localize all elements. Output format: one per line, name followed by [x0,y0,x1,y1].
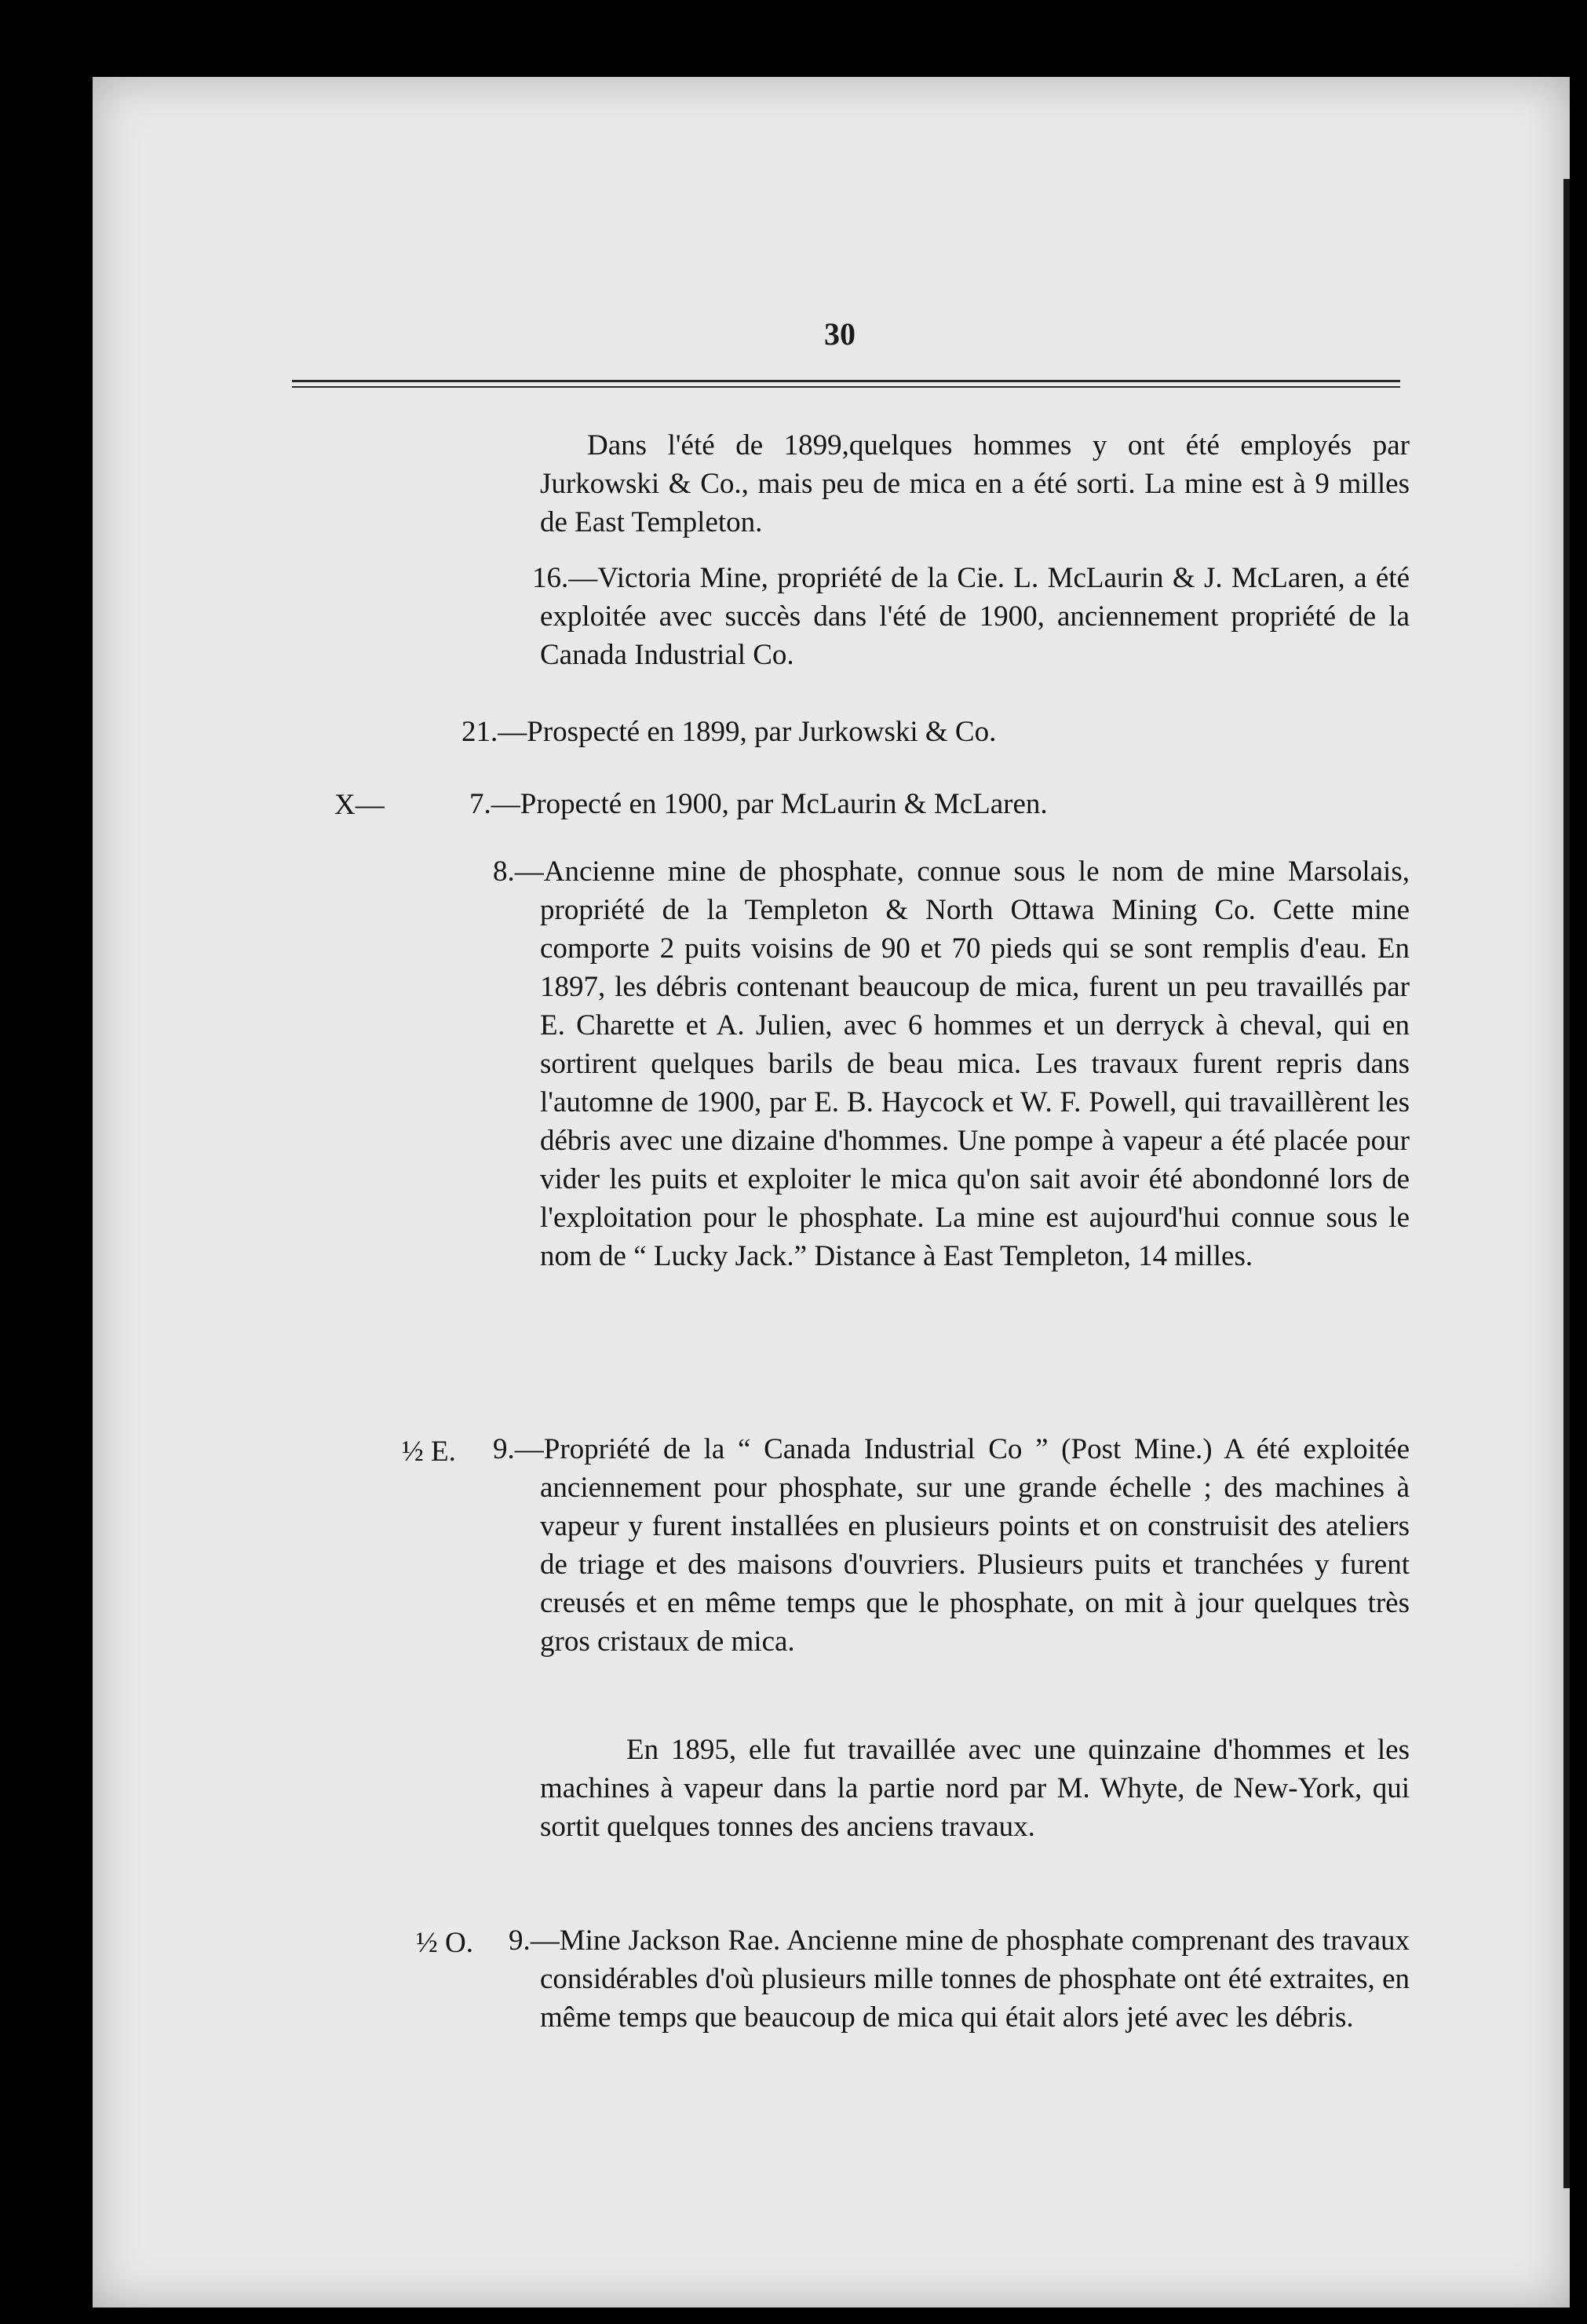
paragraph-intro: Dans l'été de 1899,quelques hommes y ont été employés par Jurkowski & Co., mais peu de mica en a été sorti. La mine est à 9 milles de East Templeton. [540,429,1410,538]
paragraph-9-continuation: En 1895, elle fut travaillée avec une quinzaine d'hommes et les machines à vapeur dans la partie nord par M. Whyte, de New-York, qui sortit quelques tonnes des anciens travaux. [540,1734,1410,1843]
page-edge-shadow [1563,179,1570,2188]
paragraph-21: 21.—Prospecté en 1899, par Jurkowski & Co. [462,716,997,748]
paragraph-9-post-mine: 9.—Propriété de la “ Canada Industrial Co ” (Post Mine.) A été exploitée anciennement pour phosphate, sur une grande échelle ; des machines à vapeur y furent installées en plusieurs points et on construisit des ateliers de triage et des maisons d'ouvriers. Plusieurs puits et tranchées y furent creusés et en même temps que le phosphate, on mit à jour quelques très gros cristaux de mica. [493,1433,1410,1658]
paragraph-9-jackson-rae: 9.—Mine Jackson Rae. Ancienne mine de phosphate comprenant des travaux considérables d'où plusieurs mille tonnes de phosphate ont été extraites, en même temps que beaucoup de mica qui était alors jeté avec les débris. [509,1925,1410,2034]
paragraph-16: 16.—Victoria Mine, propriété de la Cie. L. McLaurin & J. McLaren, a été exploitée avec succès dans l'été de 1900, anciennement propriété de la Canada Industrial Co. [532,562,1410,671]
paragraph-8: 8.—Ancienne mine de phosphate, connue sous le nom de mine Marsolais, propriété de la Templeton & North Ottawa Mining Co. Cette mine comporte 2 puits voisins de 90 et 70 pieds qui se sont remplis d'eau. En 1897, les débris contenant beaucoup de mica, furent un peu travaillés par E. Charette et A. Julien, avec 6 hommes et un derryck à cheval, qui en sortirent quelques barils de beau mica. Les travaux furent repris dans l'automne de 1900, par E. B. Haycock et W. F. Powell, qui travaillèrent les débris avec une dizaine d'hommes. Une pompe à vapeur a été placée pour vider les puits et exploiter le mica qu'on sait avoir été abondonné lors de l'exploitation pour le phosphate. La mine est aujourd'hui connue sous le nom de “ Lucky Jack.” Distance à East Templeton, 14 milles. [493,856,1410,1272]
page-number: 30 [824,316,856,352]
header-rule-secondary [292,386,1400,388]
paragraph-7: 7.—Propecté en 1900, par McLaurin & McLaren. [469,788,1048,820]
margin-note-half-e: ½ E. [402,1436,456,1468]
margin-note-x: X— [334,789,385,821]
margin-note-half-o: ½ O. [416,1927,473,1959]
header-rule [292,380,1400,382]
